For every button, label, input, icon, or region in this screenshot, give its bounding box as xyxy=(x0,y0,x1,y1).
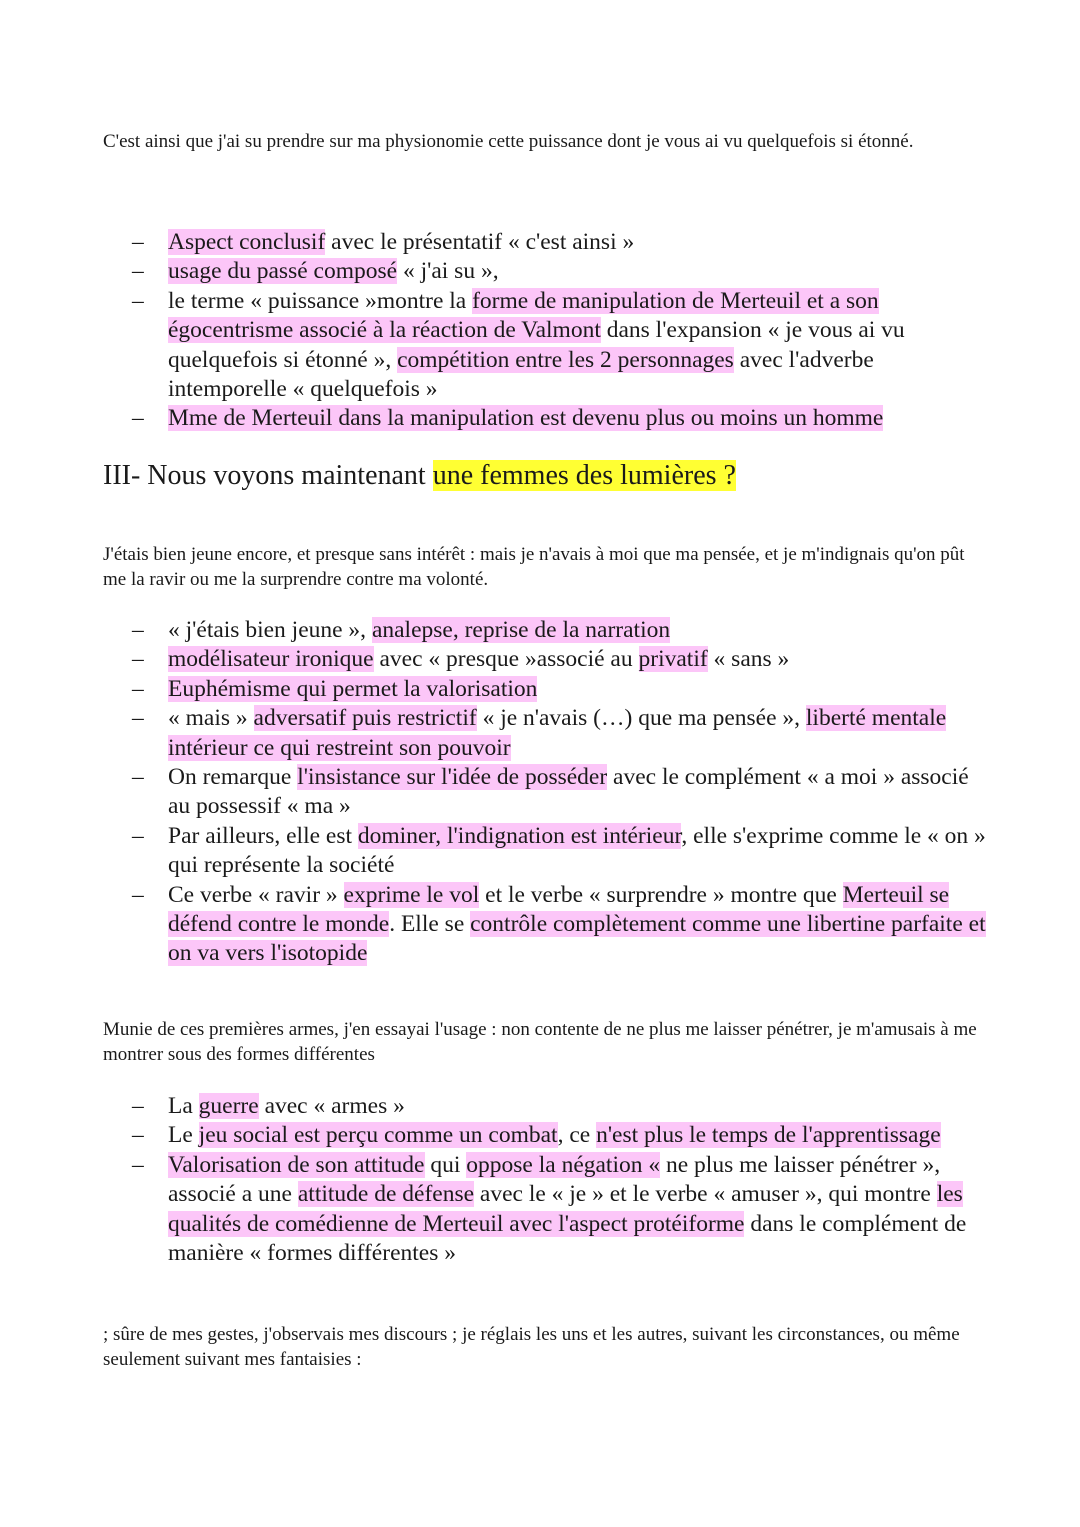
highlighted-text: dominer, l'indignation est intérieur xyxy=(357,822,682,849)
quote-1: C'est ainsi que j'ai su prendre sur ma physionomie cette puissance dont je vous ai vu quelquefois si étonné. xyxy=(103,131,914,152)
bullet-item xyxy=(132,763,992,822)
highlighted-text: Aspect conclusif xyxy=(168,229,326,255)
bullet-text: « sans » xyxy=(707,646,790,673)
bullet-text: La xyxy=(168,1093,199,1119)
bullet-item xyxy=(132,675,992,704)
bullet-text: qui xyxy=(424,1151,467,1178)
bullet-text: , ce xyxy=(557,1122,597,1149)
bullet-text: avec le présentatif « c'est ainsi » xyxy=(325,229,635,255)
bullet-text: « mais » xyxy=(168,705,254,732)
heading-highlight: une femmes des lumières ? xyxy=(432,460,736,491)
highlighted-text: Euphémisme qui permet la valorisation xyxy=(168,675,538,702)
bullet-text: , elle s'exprime comme le « on » qui représente la société xyxy=(168,822,986,879)
highlighted-text: adversatif puis restrictif xyxy=(253,705,477,732)
highlighted-text: liberté mentale intérieur ce qui restreint son pouvoir xyxy=(168,705,947,761)
quote-3: Munie de ces premières armes, j'en essayai l'usage : non contente de ne plus me laisser pénétrer, je m'amusais à me montrer sous des formes différentes xyxy=(103,1019,977,1065)
highlighted-text: n'est plus le temps de l'apprentissage xyxy=(596,1122,941,1149)
section-heading xyxy=(103,458,736,494)
bullet-text: « j'étais bien jeune », xyxy=(168,617,372,643)
bullet-item xyxy=(132,1151,992,1269)
bullet-item xyxy=(132,616,992,645)
bullet-item xyxy=(132,1121,992,1150)
highlighted-text: privatif xyxy=(638,646,708,673)
quote-4: ; sûre de mes gestes, j'observais mes discours ; je réglais les uns et les autres, suivant les circonstances, ou même seulement suivant mes fantaisies : xyxy=(103,1324,960,1370)
highlighted-text: oppose la négation « xyxy=(466,1151,661,1178)
highlighted-text: Merteuil se défend contre le monde xyxy=(168,881,950,938)
bullet-text: avec le complément « a moi » associé au possessif « ma » xyxy=(168,764,969,820)
highlighted-text: exprime le vol xyxy=(343,881,480,908)
bullet-text: ne plus me laisser pénétrer », associé a une xyxy=(168,1151,941,1208)
bullet-text: avec l'adverbe intemporelle « quelquefois » xyxy=(168,346,874,403)
bullet-text: avec « armes » xyxy=(258,1093,405,1119)
highlighted-text: Mme de Merteuil dans la manipulation est devenu plus ou moins un homme xyxy=(168,405,884,432)
highlighted-text: guerre xyxy=(198,1093,259,1119)
bullet-text: le terme « puissance »montre la xyxy=(168,287,473,314)
bullet-text: On remarque xyxy=(168,764,298,791)
bullet-list-3 xyxy=(132,1092,992,1268)
bullet-text: dans le complément de manière « formes différentes » xyxy=(168,1210,967,1267)
bullet-text: . Elle se xyxy=(389,911,471,938)
highlighted-text: l'insistance sur l'idée de posséder xyxy=(297,764,608,791)
bullet-item xyxy=(132,404,992,433)
highlighted-text: jeu social est perçu comme un combat xyxy=(198,1122,558,1149)
bullet-item xyxy=(132,881,992,969)
bullet-text: Par ailleurs, elle est xyxy=(168,822,358,849)
bullet-item xyxy=(132,287,992,405)
highlighted-text: attitude de défense xyxy=(297,1181,475,1208)
bullet-text: et le verbe « surprendre » montre que xyxy=(479,881,843,908)
bullet-item xyxy=(132,1092,992,1121)
bullet-text: « j'ai su », xyxy=(397,258,499,285)
bullet-text: avec le « je » et le verbe « amuser », qui montre xyxy=(474,1181,937,1208)
bullet-text: dans l'expansion « je vous ai vu quelquefois si étonné », xyxy=(168,317,905,373)
bullet-item xyxy=(132,645,992,674)
bullet-text: « je n'avais (…) que ma pensée », xyxy=(476,705,806,732)
highlighted-text: les qualités de comédienne de Merteuil avec l'aspect protéiforme xyxy=(168,1181,963,1237)
bullet-text: Ce verbe « ravir » xyxy=(168,881,344,908)
bullet-item xyxy=(132,704,992,763)
highlighted-text: forme de manipulation de Merteuil et a son égocentrisme associé à la réaction de Valmont xyxy=(168,287,879,344)
bullet-item xyxy=(132,822,992,881)
bullet-item xyxy=(132,228,992,257)
bullet-list-1 xyxy=(132,228,992,434)
bullet-text: avec « presque »associé au xyxy=(373,646,639,673)
highlighted-text: analepse, reprise de la narration xyxy=(371,617,671,643)
bullet-list-2 xyxy=(132,616,992,969)
highlighted-text: modélisateur ironique xyxy=(168,646,374,673)
quote-2: J'étais bien jeune encore, et presque sans intérêt : mais je n'avais à moi que ma pensée, et je m'indignais qu'on pût me la ravir ou me la surprendre contre ma volonté. xyxy=(103,544,965,590)
highlighted-text: Valorisation de son attitude xyxy=(168,1151,425,1178)
highlighted-text: contrôle complètement comme une libertine parfaite et on va vers l'isotopide xyxy=(168,911,986,967)
bullet-text: Le xyxy=(168,1122,199,1149)
bullet-item xyxy=(132,257,992,286)
highlighted-text: usage du passé composé xyxy=(168,258,398,285)
heading-prefix: III- Nous voyons maintenant xyxy=(103,460,433,491)
highlighted-text: compétition entre les 2 personnages xyxy=(397,346,734,373)
